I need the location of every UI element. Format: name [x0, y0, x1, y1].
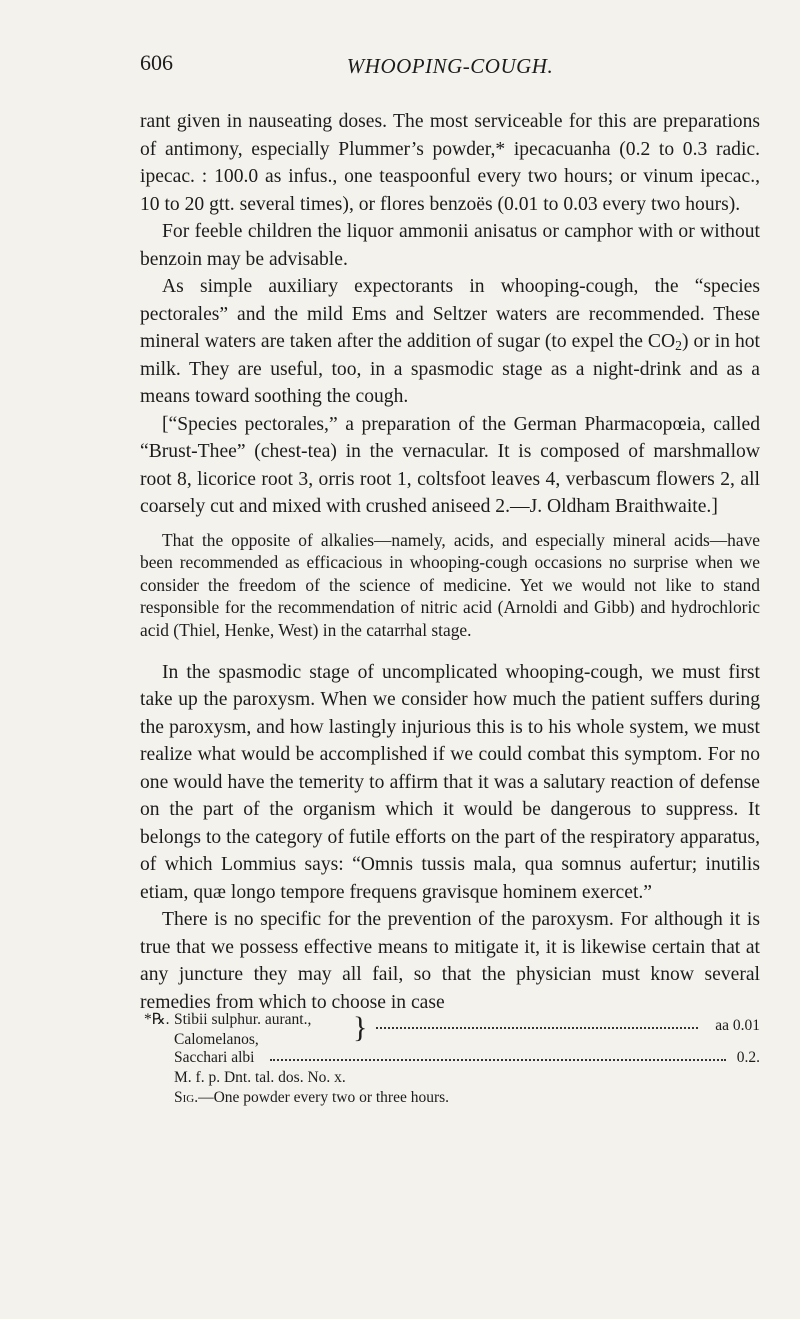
paragraph-feeble-children: For feeble children the liquor ammonii anisatus or camphor with or without benzoin may be advisable.: [140, 221, 760, 270]
paragraph-expectorants: [140, 273, 760, 411]
rx-brace: }: [353, 1011, 368, 1044]
page-header: [140, 50, 760, 82]
rx-mark: *℞.: [144, 1011, 170, 1028]
ingredient-sacchari: Sacchari albi: [174, 1049, 255, 1066]
ingredient-calomelanos: Calomelanos,: [174, 1030, 259, 1048]
sig-label: Sig.: [174, 1088, 199, 1106]
expectorants-tail: ) or in hot milk. They are useful, too, in a spasmodic stage as a night-drink and as a means toward soothing the cough.: [140, 331, 760, 407]
footnote-prescription: [140, 1010, 760, 1107]
rx-directions: M. f. p. Dnt. tal. dos. No. x.: [174, 1069, 346, 1086]
paragraph-species-pectorales: [“Species pectorales,” a preparation of the German Pharmacopœia, called “Brust-Thee” (chest-tea) in the vernacular. It is composed of marshmallow root 8, licorice root 3, orris root 1, coltsfoot leaves 4, verbascum flowers 2, all coarsely cut and mixed with crushed aniseed 2.—J. Oldham Braithwaite.]: [140, 413, 760, 517]
rx-signature: [140, 1088, 760, 1108]
sig-text: —One powder every two or three hours.: [198, 1088, 450, 1106]
expectorants-text: As simple auxiliary expectorants in whooping-cough, the “species pectorales” and the mild Ems and Seltzer waters are recommended. These mineral waters are taken after the addition of sugar (to expel the CO: [140, 276, 760, 352]
rx-dot-leader: [376, 1019, 698, 1029]
paragraph-spasmodic-stage: In the spasmodic stage of uncomplicated whooping-cough, we must first take up the paroxysm. When we consider how much the patient suffers during the paroxysm, and how lastingly injurious this is to his whole system, we must realize what would be accomplished if we could combat this symptom. For no one would have the temerity to affirm that it was a salutary reaction of defense on the part of the organism which it would be dangerous to suppress. It belongs to the category of futile efforts on the part of the respiratory apparatus, of which Lommius says: “Omnis tussis mala, qua somnus aufertur; inutilis etiam, quæ longo tempore frequens gravisque hominem exercet.”: [140, 661, 760, 903]
rx-dot-leader-2: [270, 1059, 726, 1061]
paragraph-acids: That the opposite of alkalies—namely, acids, and especially mineral acids—have been recommended as efficacious in whooping-cough occasions no surprise when we consider the freedom of the science of medicine. Yet we would not like to stand responsible for the recommendation of nitric acid (Arnoldi and Gibb) and hydrochloric acid (Thiel, Henke, West) in the catarrhal stage.: [140, 529, 760, 640]
page-number: 606: [140, 50, 173, 75]
co2-subscript: 2: [675, 338, 682, 353]
body-text: [140, 108, 760, 1016]
paragraph-antimony: rant given in nauseating doses. The most serviceable for this are preparations of antimony, especially Plummer’s powder,* ipecacuanha (0.2 to 0.3 radic. ipecac. : 100.0 as infus., one teaspoonful every two hours; or vinum ipecac., 10 to 20 gtt. several times), or flores benzoës (0.01 to 0.03 every two hours).: [140, 111, 760, 215]
ingredient-stibii: Stibii sulphur. aurant.,: [174, 1011, 312, 1028]
rx-amount-aa: aa 0.01: [715, 1017, 760, 1034]
rx-amount-sacchari: 0.2.: [736, 1049, 760, 1066]
running-title: WHOOPING-COUGH.: [346, 54, 554, 78]
paragraph-prevention: There is no specific for the prevention of the paroxysm. For although it is true that we possess effective means to mitigate it, it is likewise certain that at any juncture they may all fail, so that the physician must know several remedies from which to choose in case: [140, 909, 760, 1013]
rx-row-1: [140, 1010, 760, 1048]
rx-ingredients: [174, 1010, 354, 1049]
rx-row-sacchari: [140, 1048, 760, 1068]
